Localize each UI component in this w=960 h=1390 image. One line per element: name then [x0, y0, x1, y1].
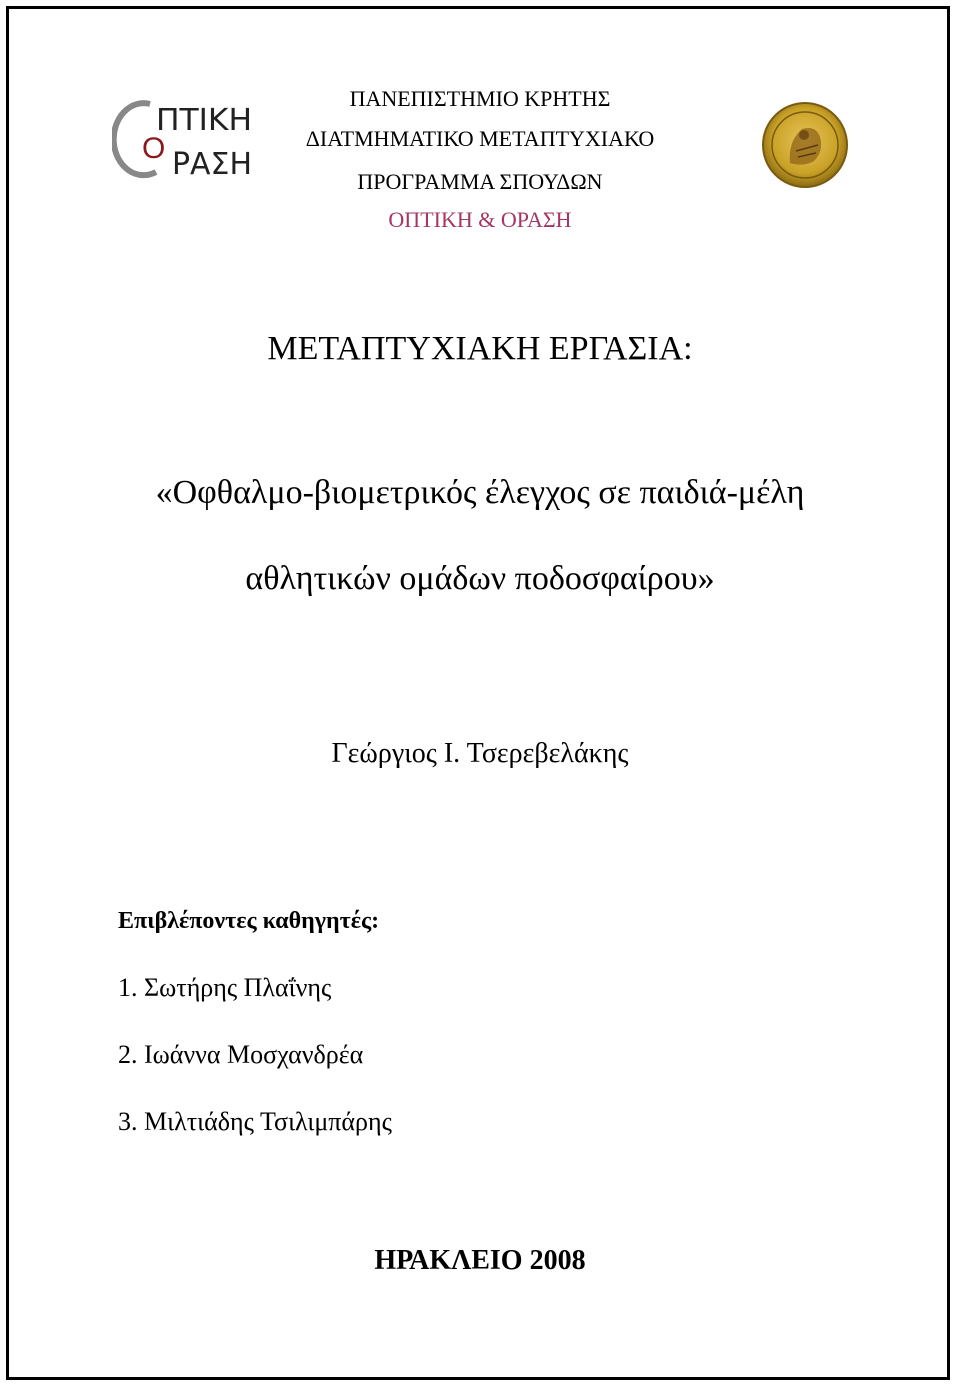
thesis-title-line1: «Οφθαλμο-βιομετρικός έλεγχος σε παιδιά-μέλη — [155, 474, 805, 511]
supervisor-item: 3. Μιλτιάδης Τσιλιμπάρης — [118, 1107, 392, 1136]
supervisor-item: 1. Σωτήρης Πλαΐνης — [118, 973, 332, 1002]
supervisors-label: Επιβλέποντες καθηγητές: — [118, 908, 380, 934]
university-name-line2: ΔΙΑΤΜΗΜΑΤΙΚΟ ΜΕΤΑΠΤΥΧΙΑΚΟ — [305, 126, 655, 151]
logo-line1: ΠΤΙΚΗ — [156, 103, 252, 138]
thesis-title-line2: αθλητικών ομάδων ποδοσφαίρου» — [245, 560, 715, 597]
logo-letter-o: O — [142, 132, 166, 165]
logo-line2: ΡΑΣΗ — [172, 147, 252, 182]
place-year: ΗΡΑΚΛΕΙΟ 2008 — [374, 1245, 586, 1276]
thesis-label: ΜΕΤΑΠΤΥΧΙΑΚΗ ΕΡΓΑΣΙΑ: — [267, 330, 693, 367]
program-name: ΟΠΤΙΚΗ & ΟΡΑΣΗ — [388, 207, 572, 232]
university-name-line1: ΠΑΝΕΠΙΣΤΗΜΙΟ ΚΡΗΤΗΣ — [349, 86, 611, 111]
author-name: Γεώργιος Ι. Τσερεβελάκης — [331, 738, 629, 769]
university-name-line3: ΠΡΟΓΡΑΜΜΑ ΣΠΟΥΔΩΝ — [357, 169, 603, 194]
supervisor-item: 2. Ιωάννα Μοσχανδρέα — [118, 1040, 364, 1069]
